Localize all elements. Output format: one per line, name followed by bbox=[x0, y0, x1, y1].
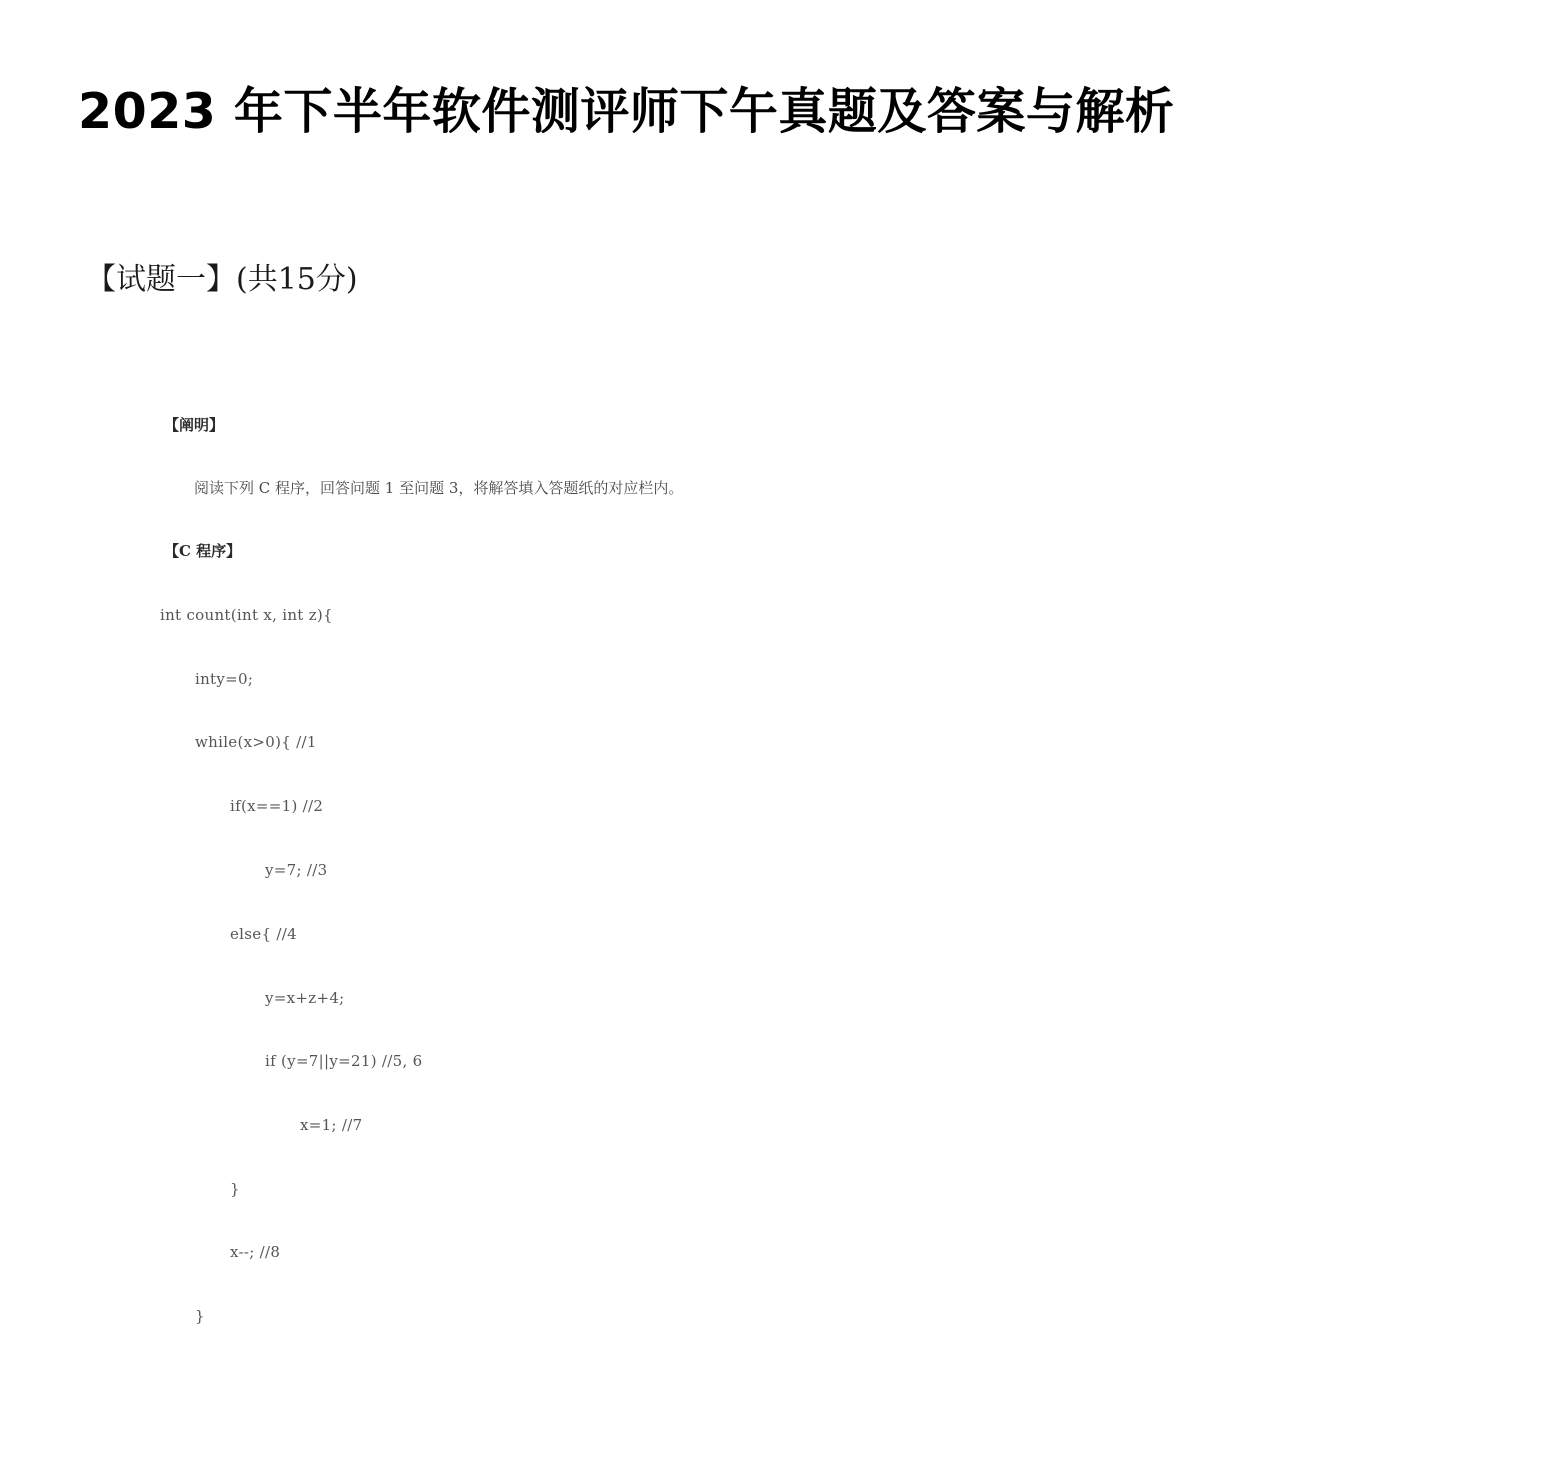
code-line: inty=0; bbox=[195, 670, 254, 688]
program-section-label: 【C 程序】 bbox=[164, 542, 242, 560]
code-line: if (y=7||y=21) //5, 6 bbox=[265, 1052, 423, 1070]
code-line: y=x+z+4; bbox=[265, 989, 345, 1007]
description-text: 阅读下列 C 程序，回答问题 1 至问题 3，将解答填入答题纸的对应栏内。 bbox=[194, 479, 684, 497]
code-line: if(x==1) //2 bbox=[230, 797, 324, 815]
code-line: else{ //4 bbox=[230, 925, 297, 943]
description-section-label: 【阐明】 bbox=[164, 416, 225, 434]
code-line: y=7; //3 bbox=[265, 861, 328, 879]
code-line: x--; //8 bbox=[230, 1243, 281, 1261]
question-heading: 【试题一】(共15分) bbox=[86, 262, 358, 297]
scanned-exam-excerpt bbox=[150, 400, 850, 1350]
code-line: } bbox=[230, 1180, 240, 1198]
code-line: x=1; //7 bbox=[300, 1116, 363, 1134]
code-line: } bbox=[195, 1307, 205, 1325]
code-line: while(x>0){ //1 bbox=[195, 733, 317, 751]
document-title: 2023 年下半年软件测评师下午真题及答案与解析 bbox=[78, 83, 1175, 140]
code-line: int count(int x, int z){ bbox=[160, 606, 333, 624]
